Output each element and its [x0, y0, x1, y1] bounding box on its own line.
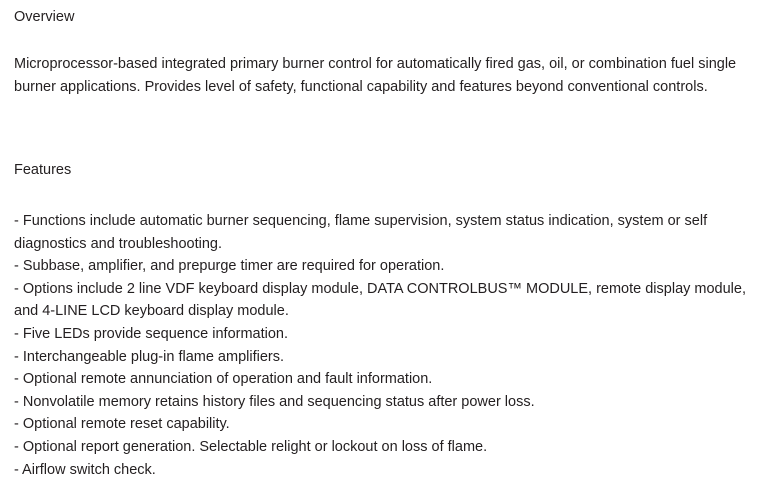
overview-heading: Overview — [14, 9, 75, 25]
features-heading: Features — [14, 162, 72, 178]
list-item: - Optional remote reset capability. — [14, 416, 230, 433]
list-item: - Options include 2 line VDF keyboard display module, DATA CONTROLBUS™ MODULE, remote display module, and 4-LINE LCD keyboard display module. — [14, 280, 746, 320]
overview-body-text: Microprocessor-based integrated primary burner control for automatically fired gas, oil, or combination fuel single burner applications. Provides level of safety, functional capability and features beyond conventional controls. — [14, 56, 737, 95]
list-item: - Five LEDs provide sequence information. — [14, 325, 289, 342]
list-item: - Interchangeable plug-in flame amplifiers. — [14, 348, 284, 365]
list-item: - Nonvolatile memory retains history files and sequencing status after power loss. — [14, 393, 535, 410]
spacer — [14, 180, 753, 210]
spacer — [14, 27, 753, 53]
list-item: - Subbase, amplifier, and prepurge timer are required for operation. — [14, 258, 445, 275]
spacer — [14, 98, 753, 160]
list-item: - Airflow switch check. — [14, 461, 156, 478]
list-item: - Optional remote annunciation of operation and fault information. — [14, 371, 433, 388]
list-item: - Functions include automatic burner sequencing, flame supervision, system status indication, system or self diagnostics and troubleshooting. — [14, 213, 708, 252]
list-item: - Optional report generation. Selectable relight or lockout on loss of flame. — [14, 438, 488, 455]
features-list — [14, 210, 753, 481]
